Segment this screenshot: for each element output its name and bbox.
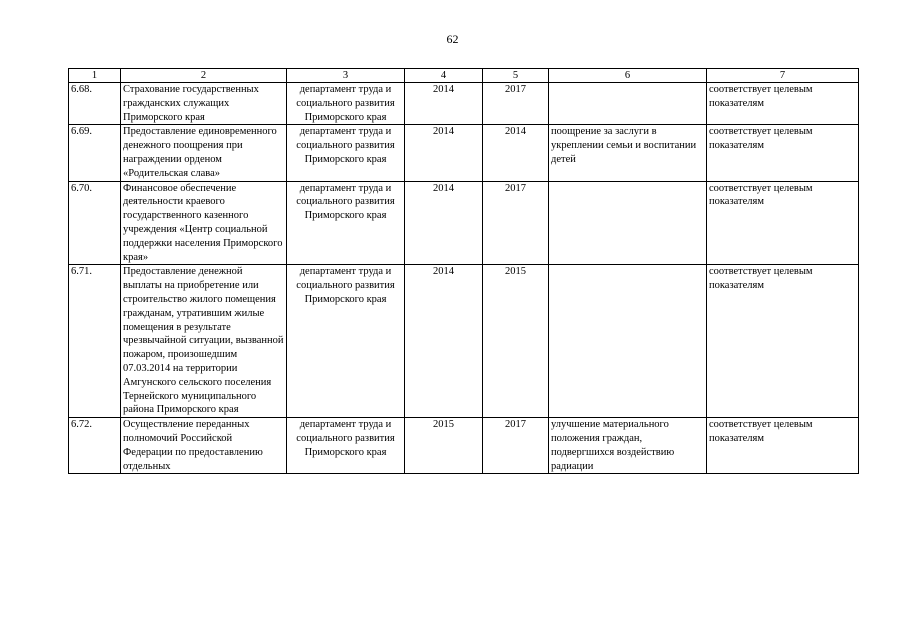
row-number: 6.69. — [69, 125, 121, 181]
column-header: 7 — [707, 69, 859, 83]
column-header: 3 — [287, 69, 405, 83]
table-row — [69, 418, 859, 474]
page-bottom-margin — [0, 578, 905, 640]
target-relation: соответствует целевым показателям — [707, 181, 859, 265]
end-year: 2015 — [483, 265, 549, 418]
start-year: 2014 — [405, 125, 483, 181]
table-row — [69, 181, 859, 265]
executor: департамент труда и социального развития Приморского края — [287, 83, 405, 125]
end-year: 2017 — [483, 181, 549, 265]
column-header: 4 — [405, 69, 483, 83]
expected-result — [549, 83, 707, 125]
expected-result: поощрение за заслуги в укреплении семьи и воспитании детей — [549, 125, 707, 181]
expected-result — [549, 265, 707, 418]
end-year: 2017 — [483, 83, 549, 125]
column-header: 6 — [549, 69, 707, 83]
column-header: 1 — [69, 69, 121, 83]
target-relation: соответствует целевым показателям — [707, 83, 859, 125]
end-year: 2017 — [483, 418, 549, 474]
row-number: 6.72. — [69, 418, 121, 474]
expected-result: улучшение материального положения граждан, подвергшихся воздействию радиации — [549, 418, 707, 474]
expected-result — [549, 181, 707, 265]
start-year: 2014 — [405, 181, 483, 265]
row-number: 6.68. — [69, 83, 121, 125]
measure-name: Предоставление единовременного денежного поощрения при награждении орденом «Родительская слава» — [121, 125, 287, 181]
end-year: 2014 — [483, 125, 549, 181]
executor: департамент труда и социального развития Приморского края — [287, 418, 405, 474]
measure-name: Страхование государственных гражданских служащих Приморского края — [121, 83, 287, 125]
target-relation: соответствует целевым показателям — [707, 125, 859, 181]
start-year: 2014 — [405, 265, 483, 418]
target-relation: соответствует целевым показателям — [707, 418, 859, 474]
executor: департамент труда и социального развития Приморского края — [287, 265, 405, 418]
start-year: 2014 — [405, 83, 483, 125]
measure-name: Осуществление переданных полномочий Российской Федерации по предоставлению отдельных — [121, 418, 287, 474]
start-year: 2015 — [405, 418, 483, 474]
column-header: 2 — [121, 69, 287, 83]
table-row — [69, 265, 859, 418]
page-number: 62 — [446, 32, 459, 46]
program-measures-table — [68, 68, 859, 474]
measure-name: Предоставление денежной выплаты на приобретение или строительство жилого помещения гражданам, утратившим жилые помещения в результате чрезвычайной ситуации, вызванной пожаром, произошедшим 07.03.2014 на территории Амгунского сельского поселения Тернейского муниципального района Приморского края — [121, 265, 287, 418]
table-row — [69, 83, 859, 125]
row-number: 6.71. — [69, 265, 121, 418]
column-header: 5 — [483, 69, 549, 83]
target-relation: соответствует целевым показателям — [707, 265, 859, 418]
row-number: 6.70. — [69, 181, 121, 265]
measure-name: Финансовое обеспечение деятельности краевого государственного казенного учреждения «Центр социальной поддержки населения Приморского края» — [121, 181, 287, 265]
header-row — [69, 69, 859, 83]
executor: департамент труда и социального развития Приморского края — [287, 181, 405, 265]
executor: департамент труда и социального развития Приморского края — [287, 125, 405, 181]
table-row — [69, 125, 859, 181]
